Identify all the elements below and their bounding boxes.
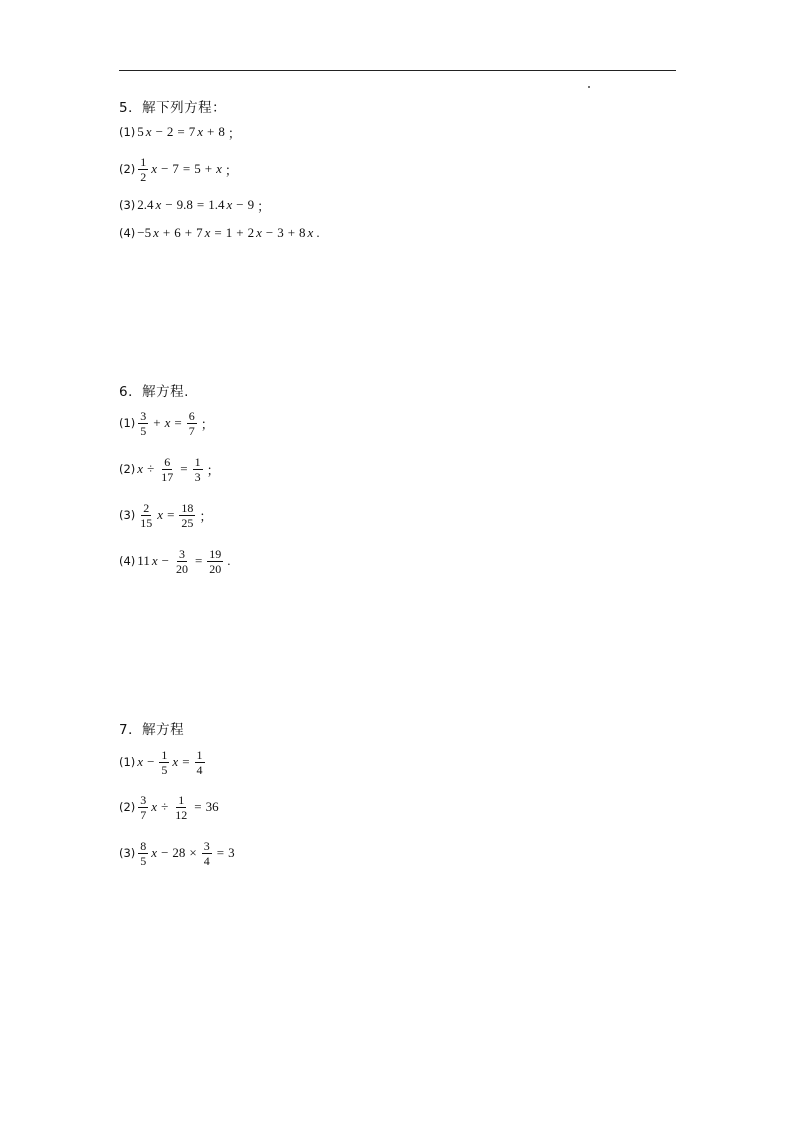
term: 11 xyxy=(137,553,150,568)
term: −5 xyxy=(137,225,152,240)
operator: − xyxy=(165,197,173,212)
punctuation: . xyxy=(316,225,320,240)
denominator: 17 xyxy=(161,469,174,484)
numerator: 18 xyxy=(181,500,194,515)
numerator: 1 xyxy=(178,792,185,807)
equals: = xyxy=(214,225,222,240)
q6-eq3 xyxy=(119,500,212,530)
operator: + xyxy=(207,124,215,139)
operator: + xyxy=(153,415,161,430)
variable: x xyxy=(151,799,158,814)
term: 36 xyxy=(205,799,219,814)
variable: x xyxy=(153,225,159,240)
fraction xyxy=(138,839,148,868)
numerator: 1 xyxy=(196,747,203,762)
term: 9.8 xyxy=(176,197,193,212)
q6-eq1 xyxy=(119,408,214,438)
q7-eq1 xyxy=(119,747,207,777)
term: 1.4 xyxy=(208,197,225,212)
variable: x xyxy=(256,225,262,240)
numerator: 6 xyxy=(188,408,195,423)
equals: = xyxy=(174,415,182,430)
operator: ÷ xyxy=(161,799,169,814)
numerator: 19 xyxy=(209,546,222,561)
equals: = xyxy=(182,754,190,769)
variable: x xyxy=(172,754,179,769)
equals: = xyxy=(194,799,202,814)
variable: x xyxy=(226,197,233,212)
denominator: 7 xyxy=(188,423,195,438)
equals: = xyxy=(194,553,203,568)
numerator: 8 xyxy=(140,838,147,853)
denominator: 7 xyxy=(140,807,147,822)
operator: + xyxy=(287,225,296,240)
fraction xyxy=(159,748,169,777)
term: 2.4 xyxy=(137,197,154,212)
term: 2 xyxy=(247,225,255,240)
equals: = xyxy=(177,124,185,139)
operator: − xyxy=(155,124,163,139)
q7-eq3 xyxy=(119,838,236,868)
term: 1 xyxy=(225,225,233,240)
variable: x xyxy=(164,415,171,430)
variable: x xyxy=(137,461,144,476)
eq-label: (1) xyxy=(119,125,136,139)
operator: + xyxy=(236,225,244,240)
equals: = xyxy=(196,197,205,212)
variable: x xyxy=(137,754,144,769)
header-dot xyxy=(588,86,590,88)
numerator: 1 xyxy=(161,747,168,762)
variable: x xyxy=(151,553,158,568)
term: 8 xyxy=(299,225,306,240)
eq-label: (2) xyxy=(119,462,136,476)
term: 7 xyxy=(172,161,179,176)
eq-label: (2) xyxy=(119,800,136,814)
fraction xyxy=(173,793,189,822)
term: 9 xyxy=(247,197,255,212)
variable: x xyxy=(157,507,164,522)
numerator: 2 xyxy=(143,500,150,515)
variable: x xyxy=(151,845,158,860)
term: 3 xyxy=(228,845,235,860)
denominator: 5 xyxy=(140,853,147,868)
eq-label: (2) xyxy=(119,162,136,176)
variable: x xyxy=(204,225,211,240)
denominator: 3 xyxy=(194,469,201,484)
eq-label: (4) xyxy=(119,226,136,240)
term: 5 xyxy=(137,124,144,139)
denominator: 4 xyxy=(203,853,210,868)
header-rule xyxy=(119,70,676,71)
denominator: 2 xyxy=(140,169,147,184)
eq-label: (3) xyxy=(119,198,136,212)
fraction xyxy=(187,409,197,438)
punctuation: ； xyxy=(257,198,271,214)
denominator: 5 xyxy=(161,762,168,777)
punctuation: ； xyxy=(224,162,238,178)
operator: ÷ xyxy=(147,461,155,476)
eq-label: (1) xyxy=(119,755,136,769)
fraction xyxy=(202,839,212,868)
q5-eq2 xyxy=(119,154,238,184)
term: 7 xyxy=(196,225,203,240)
variable: x xyxy=(307,225,314,240)
variable: x xyxy=(155,197,162,212)
numerator: 6 xyxy=(164,454,171,469)
numerator: 1 xyxy=(194,454,201,469)
punctuation: ； xyxy=(200,416,214,432)
term: 3 xyxy=(277,225,284,240)
equals: = xyxy=(182,161,191,176)
operator: − xyxy=(161,161,169,176)
eq-label: (3) xyxy=(119,846,136,860)
variable: x xyxy=(145,124,152,139)
denominator: 12 xyxy=(175,807,188,822)
term: 2 xyxy=(166,124,174,139)
fraction xyxy=(138,409,148,438)
operator: − xyxy=(161,553,169,568)
equals: = xyxy=(180,461,188,476)
fraction xyxy=(138,155,148,184)
eq-label: (1) xyxy=(119,416,136,430)
q6-eq2 xyxy=(119,454,220,484)
denominator: 20 xyxy=(175,561,188,576)
numerator: 3 xyxy=(140,792,147,807)
q5-title: 5．解下列方程： xyxy=(119,100,227,116)
fraction xyxy=(207,547,223,576)
operator: + xyxy=(184,225,193,240)
punctuation: . xyxy=(227,553,231,568)
denominator: 5 xyxy=(140,423,147,438)
eq-label: (3) xyxy=(119,508,136,522)
q7-eq2 xyxy=(119,792,220,822)
punctuation: ； xyxy=(206,462,220,478)
denominator: 4 xyxy=(196,762,203,777)
q7-title: 7．解方程 xyxy=(119,722,185,738)
q5-eq1 xyxy=(119,117,241,147)
operator: × xyxy=(189,845,197,860)
fraction xyxy=(138,793,148,822)
term: 8 xyxy=(218,124,225,139)
eq-label: (4) xyxy=(119,554,136,568)
operator: + xyxy=(162,225,171,240)
numerator: 1 xyxy=(140,154,147,169)
denominator: 20 xyxy=(209,561,222,576)
operator: − xyxy=(161,845,169,860)
numerator: 3 xyxy=(140,408,147,423)
term: 5 xyxy=(194,161,201,176)
operator: − xyxy=(236,197,244,212)
fraction xyxy=(193,455,203,484)
denominator: 25 xyxy=(181,515,194,530)
fraction xyxy=(174,547,190,576)
term: 6 xyxy=(174,225,181,240)
numerator: 3 xyxy=(178,546,185,561)
fraction xyxy=(138,501,154,530)
operator: − xyxy=(265,225,274,240)
variable: x xyxy=(197,124,204,139)
equals: = xyxy=(167,507,175,522)
denominator: 15 xyxy=(140,515,153,530)
punctuation: ； xyxy=(199,508,213,524)
operator: + xyxy=(204,161,213,176)
fraction xyxy=(195,748,205,777)
term: 7 xyxy=(188,124,196,139)
q6-title: 6．解方程. xyxy=(119,384,189,400)
variable: x xyxy=(151,161,158,176)
operator: − xyxy=(147,754,155,769)
numerator: 3 xyxy=(203,838,210,853)
punctuation: ； xyxy=(227,125,241,141)
equals: = xyxy=(216,845,225,860)
q5-eq3 xyxy=(119,190,270,220)
term: 28 xyxy=(172,845,186,860)
q6-eq4 xyxy=(119,546,231,576)
fraction xyxy=(179,501,195,530)
fraction xyxy=(159,455,175,484)
variable: x xyxy=(216,161,222,176)
q5-eq4 xyxy=(119,218,320,248)
